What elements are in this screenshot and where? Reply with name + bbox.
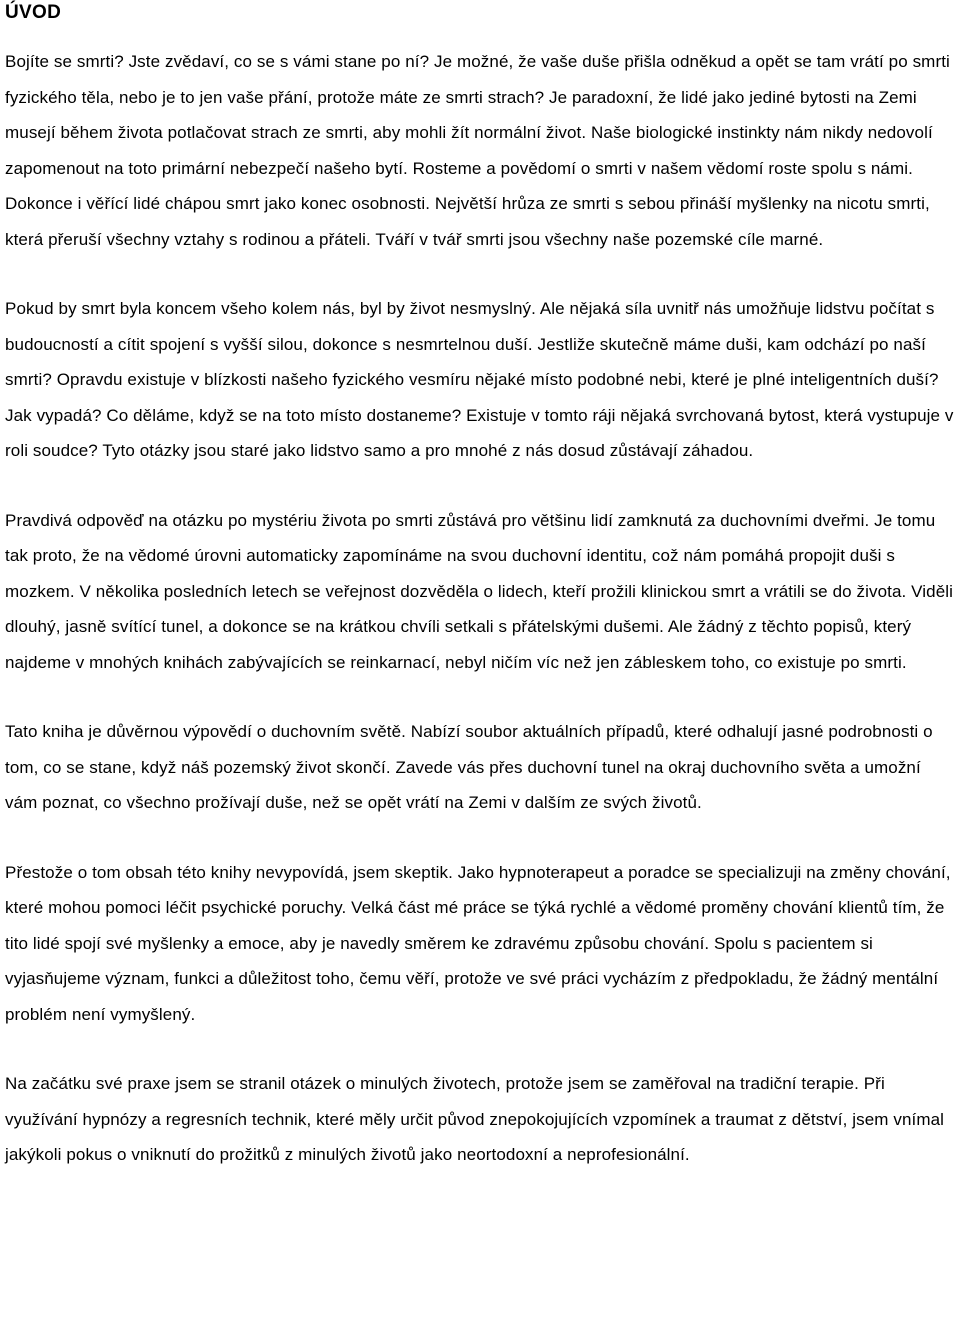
paragraph-skeptic: Přestože o tom obsah této knihy nevypovídá, jsem skeptik. Jako hypnoterapeut a poradce se specializuji na změny chování, které mohou pomoci léčit psychické poruchy. Velká část mé práce se týká rychlé a vědomé proměny chování klientů tím, že tito lidé spojí své myšlenky a emoce, aby je navedly směrem ke zdravému způsobu chování. Spolu s pacientem si vyjasňujeme význam, funkci a důležitost toho, čemu věří, protože ve své práci vycházím z předpokladu, že žádný mentální problém není vymyšlený. [5,862,951,1024]
section-heading: ÚVOD [5,2,62,23]
paragraph-early-practice: Na začátku své praxe jsem se stranil otázek o minulých životech, protože jsem se zaměřoval na tradiční terapie. Při využívání hypnózy a regresních technik, které měly určit původ znepokojujících vzpomínek a traumat z dětství, jsem vnímal jakýkoli pokus o vniknutí do prožitků z minulých životů jako neortodoxní a neprofesionální. [5,1074,945,1164]
paragraph-fear-of-death: Bojíte se smrti? Jste zvědaví, co se s vámi stane po ní? Je možné, že vaše duše přišla odněkud a opět se tam vrátí po smrti fyzického těla, nebo je to jen vaše přání, protože máte ze smrti strach? Je paradoxní, že lidé jako jediné bytosti na Zemi musejí během života potlačovat strach ze smrti, aby mohli žít normální život. Naše biologické instinkty nám nikdy nedovolí zapomenout na toto primární nebezpečí našeho bytí. Rosteme a povědomí o smrti v našem vědomí roste spolu s námi. Dokonce i věřící lidé chápou smrt jako konec osobnosti. Největší hrůza ze smrti s sebou přináší myšlenky na nicotu smrti, která přeruší všechny vztahy s rodinou a přáteli. Tváří v tvář smrti jsou všechny naše pozemské cíle marné. [5,52,950,249]
paragraph-about-book: Tato kniha je důvěrnou výpovědí o duchovním světě. Nabízí soubor aktuálních případů, které odhalují jasné podrobnosti o tom, co se stane, když náš pozemský život skončí. Zavede vás přes duchovní tunel na okraj duchovního světa a umožní vám poznat, co všechno prožívají duše, než se opět vrátí na Zemi v dalším ze svých životů. [5,722,933,812]
paragraph-spiritual-doors: Pravdivá odpověď na otázku po mystériu života po smrti zůstává pro většinu lidí zamknutá za duchovními dveřmi. Je tomu tak proto, že na vědomé úrovni automaticky zapomínáme na svou duchovní identitu, což nám pomáhá propojit duši s mozkem. V několika posledních letech se veřejnost dozvěděla o lidech, kteří prožili klinickou smrt a vrátili se do života. Viděli dlouhý, jasně svítící tunel, a dokonce se na krátkou chvíli setkali s přátelskými dušemi. Ale žádný z těchto popisů, který najdeme v mnohých knihách zabývajících se reinkarnací, nebyl ničím víc než jen zábleskem toho, co existuje po smrti. [5,510,954,672]
paragraph-meaning-of-life: Pokud by smrt byla koncem všeho kolem nás, byl by život nesmyslný. Ale nějaká síla uvnitř nás umožňuje lidstvu počítat s budoucností a cítit spojení s vyšší silou, dokonce s nesmrtelnou duší. Jestliže skutečně máme duši, kam odchází po naší smrti? Opravdu existuje v blízkosti našeho fyzického vesmíru nějaké místo podobné nebi, které je plné inteligentních duší? Jak vypadá? Co děláme, když se na toto místo dostaneme? Existuje v tomto ráji nějaká svrchovaná bytost, která vystupuje v roli soudce? Tyto otázky jsou staré jako lidstvo samo a pro mnohé z nás dosud zůstávají záhadou. [5,299,954,460]
document-page [5,0,958,1173]
